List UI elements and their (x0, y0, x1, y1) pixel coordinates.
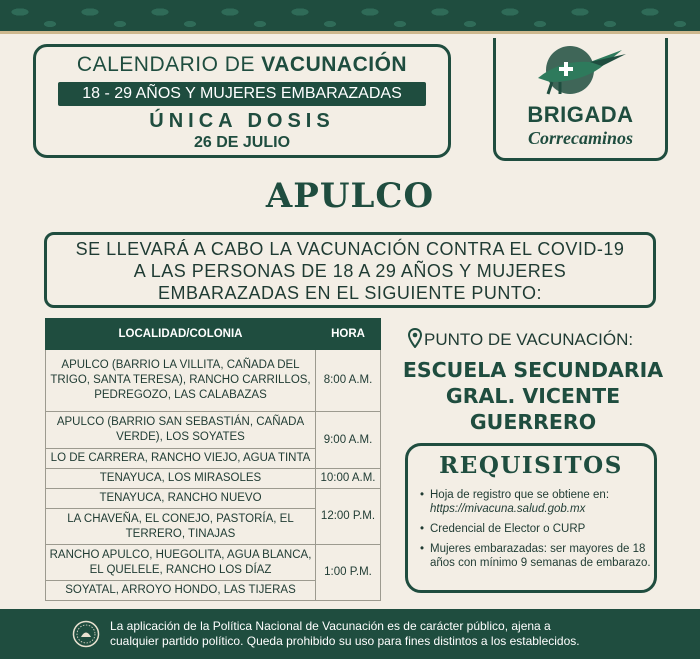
time-cell: 9:00 A.M. (316, 412, 381, 469)
time-cell: 12:00 P.M. (316, 489, 381, 545)
mexico-seal-icon (72, 620, 100, 648)
table-row (46, 469, 381, 489)
locality-cell: SOYATAL, ARROYO HONDO, LAS TIJERAS (46, 581, 316, 601)
table-row (46, 412, 381, 449)
requirements-title: REQUISITOS (439, 452, 623, 479)
announcement-box (44, 232, 656, 308)
footer-disclaimer (0, 609, 700, 659)
locality-cell: TENAYUCA, RANCHO NUEVO (46, 489, 316, 509)
school-name-line: ESCUELA SECUNDARIA (402, 358, 664, 382)
list-item (420, 542, 652, 570)
school-name-line: GRAL. VICENTE (445, 384, 621, 408)
map-pin-icon (408, 328, 422, 348)
footer-text-line: La aplicación de la Política Nacional de Vacunación es de carácter público, ajena a (110, 619, 551, 633)
locality-column-header: LOCALIDAD/COLONIA (46, 319, 316, 350)
time-column-header: HORA (316, 319, 381, 350)
roadrunner-bird-icon (530, 42, 630, 98)
locality-cell: APULCO (BARRIO LA VILLITA, CAÑADA DEL TRIGO, SANTA TERESA), RANCHO CARRILLOS, PEDREGOZO, LAS CALABAZAS (46, 350, 316, 412)
locality-cell: LA CHAVEÑA, EL CONEJO, PASTORÍA, EL TERRERO, TINAJAS (46, 509, 316, 545)
brigada-logo (493, 38, 668, 161)
registration-link[interactable]: https://mivacuna.salud.gob.mx (430, 503, 586, 515)
vaccination-point-label (408, 328, 633, 350)
time-cell: 1:00 P.M. (316, 545, 381, 601)
brigada-subtitle: Correcaminos (527, 128, 633, 148)
table-header-row (46, 319, 381, 350)
locality-cell: APULCO (BARRIO SAN SEBASTIÁN, CAÑADA VERDE), LOS SOYATES (46, 412, 316, 449)
announcement-line: A LAS PERSONAS DE 18 A 29 AÑOS Y MUJERES (133, 261, 567, 281)
schedule-table (45, 318, 381, 601)
locality-cell: RANCHO APULCO, HUEGOLITA, AGUA BLANCA, EL QUELELE, RANCHO LOS DÍAZ (46, 545, 316, 581)
locality-cell: LO DE CARRERA, RANCHO VIEJO, AGUA TINTA (46, 449, 316, 469)
footer-text (110, 619, 670, 649)
table-row (46, 489, 381, 509)
announcement-line: EMBARAZADAS EN EL SIGUIENTE PUNTO: (157, 283, 543, 303)
table-row (46, 350, 381, 412)
calendar-title-bold: VACUNACIÓN (261, 53, 408, 76)
requirements-box (405, 443, 657, 593)
vaccination-date: 26 DE JULIO (193, 134, 291, 151)
table-row (46, 545, 381, 581)
vaccination-point-text: PUNTO DE VACUNACIÓN: (424, 330, 634, 349)
announcement-line: SE LLEVARÁ A CABO LA VACUNACIÓN CONTRA EL COVID-19 (75, 239, 625, 259)
time-cell: 8:00 A.M. (316, 350, 381, 412)
footer-text-line: cualquier partido político. Queda prohibido su uso para fines distintos a los establecidos. (110, 634, 580, 648)
brigada-title: BRIGADA (527, 102, 634, 127)
audience-banner: 18 - 29 AÑOS Y MUJERES EMBARAZADAS (58, 82, 426, 106)
list-item (420, 522, 652, 536)
calendar-header-box (33, 44, 451, 158)
school-name (394, 357, 672, 435)
requirement-text: Credencial de Elector o CURP (430, 523, 586, 535)
list-item (420, 488, 652, 516)
requirement-text: Mujeres embarazadas: ser mayores de 18 años con mínimo 9 semanas de embarazo. (430, 543, 651, 569)
school-name-line: GUERRERO (469, 410, 597, 434)
time-cell: 10:00 A.M. (316, 469, 381, 489)
place-title: APULCO (265, 176, 435, 216)
dose-label: ÚNICA DOSIS (149, 110, 335, 132)
calendar-title-prefix: CALENDARIO DE (76, 53, 262, 76)
top-decorative-band (0, 0, 700, 34)
locality-cell: TENAYUCA, LOS MIRASOLES (46, 469, 316, 489)
calendar-title (36, 53, 448, 77)
requirement-text: Hoja de registro que se obtiene en: (430, 489, 610, 501)
requirements-list (420, 488, 652, 576)
